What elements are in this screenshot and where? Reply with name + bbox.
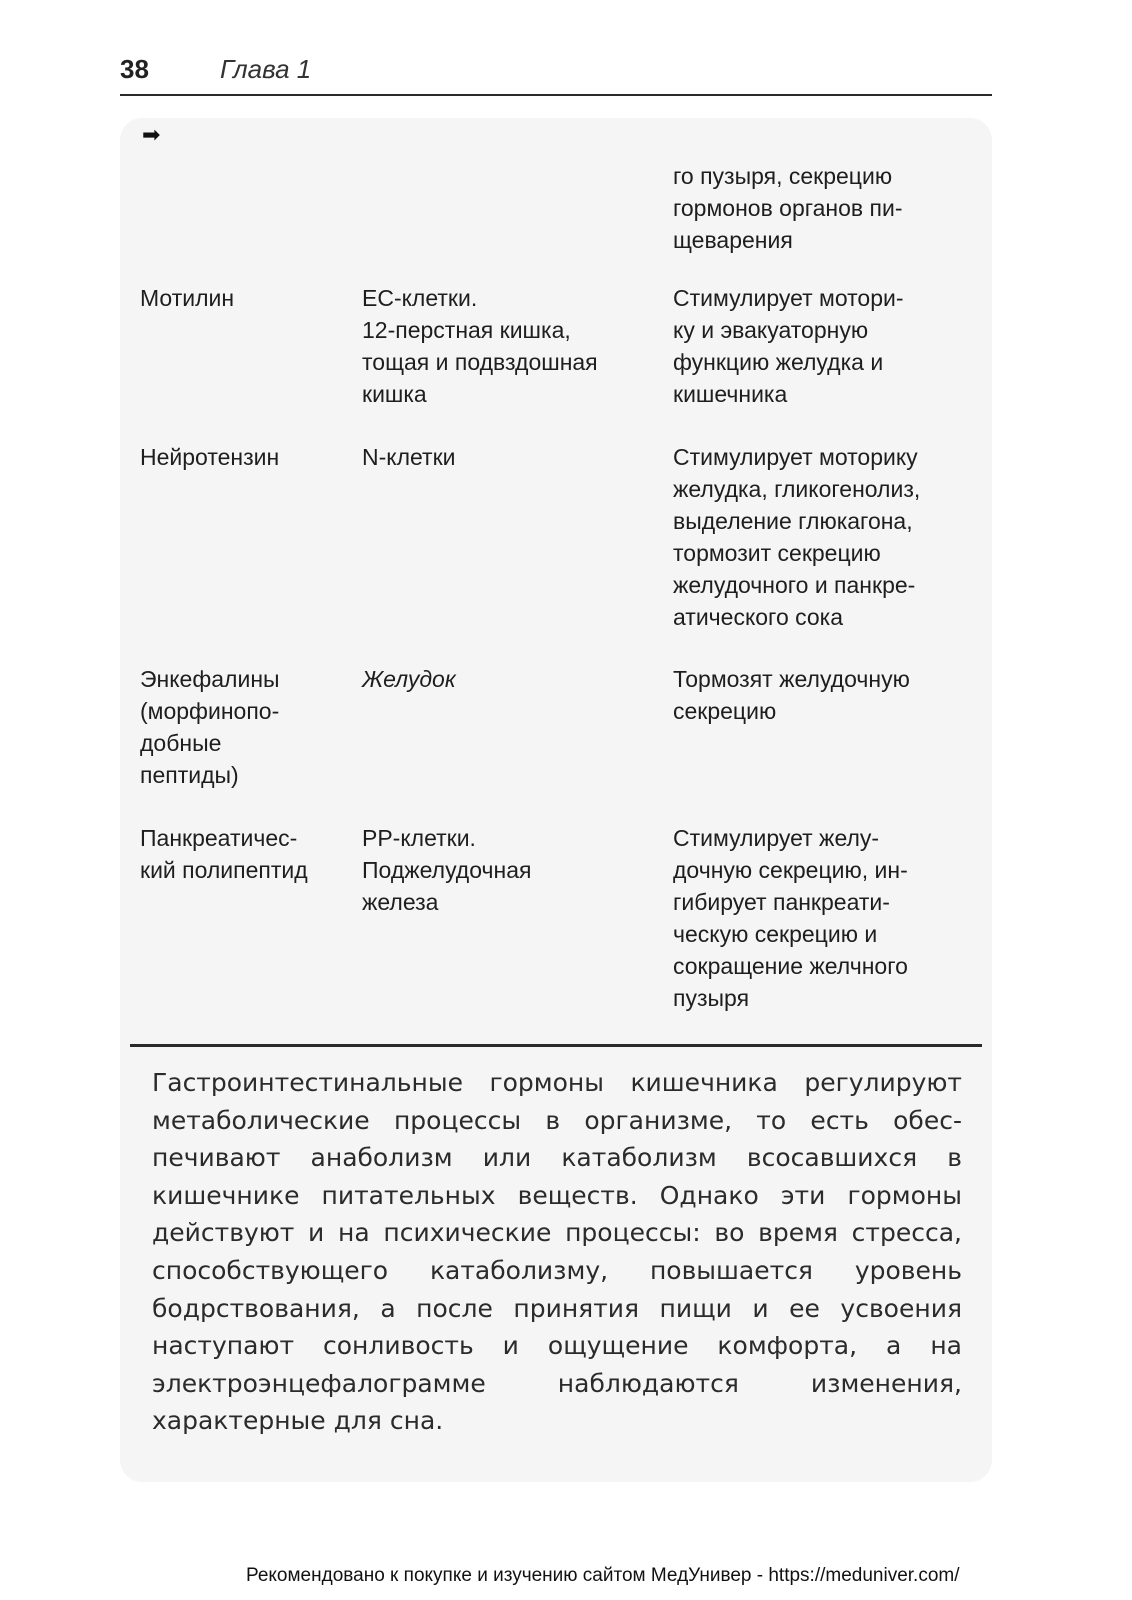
source-cell: N-клетки bbox=[362, 444, 456, 470]
hormone-cell: Мотилин bbox=[140, 285, 235, 311]
page-header bbox=[120, 54, 992, 96]
source-cell: ЕС-клетки. 12-перстная кишка, тощая и подвздошная кишка bbox=[362, 285, 598, 407]
source-cell: Желудок bbox=[362, 666, 456, 692]
table-panel bbox=[120, 118, 992, 1482]
hormone-cell: Нейротензин bbox=[140, 444, 280, 470]
effect-cell: Стимулирует желу- дочную секрецию, ин- гибирует панкреати- ческую секрецию и сокращение желчного пузыря bbox=[673, 825, 908, 1011]
effect-cell: Стимулирует мотори- ку и эвакуаторную функцию желудка и кишечника bbox=[673, 285, 904, 407]
footer-note: Рекомендовано к покупке и изучению сайтом МедУнивер - https://meduniver.com/ bbox=[246, 1565, 960, 1586]
chapter-title: Глава 1 bbox=[220, 54, 312, 84]
arrow-right-icon: ➡ bbox=[142, 122, 161, 147]
table-bottom-rule bbox=[130, 1044, 982, 1047]
hormone-cell: Панкреатичес- кий полипептид bbox=[140, 825, 308, 883]
effect-cell: Стимулирует моторику желудка, гликогенолиз, выделение глюкагона, тормозит секрецию желудочного и панкре- атического сока bbox=[673, 444, 921, 630]
source-cell: РР-клетки. Поджелудочная железа bbox=[362, 825, 532, 915]
effect-cell: Тормозят желудочную секрецию bbox=[673, 666, 910, 724]
body-paragraph: Гастроинтестинальные гормоны кишечника регулируют метаболические процессы в организме, то есть обеспечивают анаболизм или катаболизм всосавшихся в кишечнике питательных веществ. Однако эти гормоны действуют и на психические процессы: во время стресса, способствующего катаболизму, повышается уровень бодрствования, а после принятия пищи и ее усвоения наступают сонливость и ощущение комфорта, а на электроэнцефалограмме наблюдаются изменения, характерные для сна. bbox=[152, 1068, 962, 1436]
page-number: 38 bbox=[120, 54, 149, 84]
hormone-cell: Энкефалины (морфинопо- добные пептиды) bbox=[140, 666, 280, 788]
continued-cell: го пузыря, секрецию гормонов органов пи- щеварения bbox=[673, 163, 903, 253]
